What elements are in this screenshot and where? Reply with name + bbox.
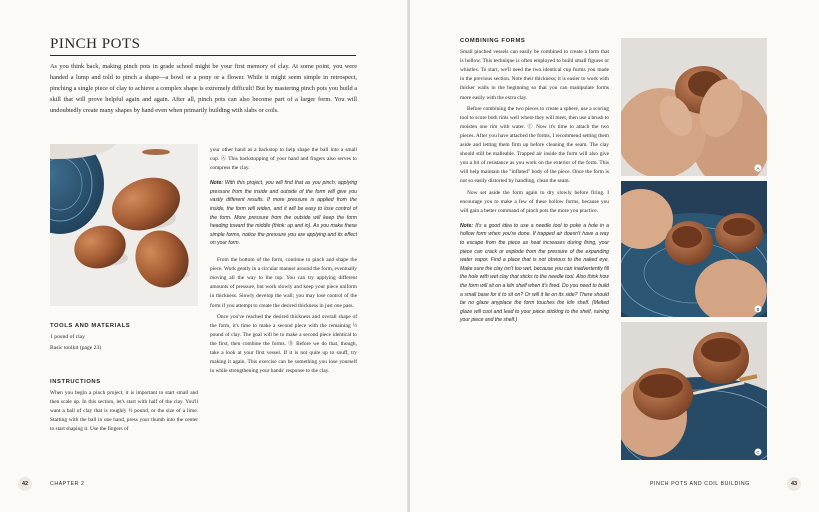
running-head: CHAPTER 2	[50, 481, 85, 487]
tool-item: Basic toolkit (page 23)	[50, 345, 102, 352]
photo-ref-a: Ⓐ	[220, 156, 227, 163]
note-label: Note:	[210, 180, 224, 187]
body-text: your other hand as a backstop to help shape the ball into a small cup.	[210, 147, 357, 163]
scoring-rims-photo	[621, 322, 767, 460]
photo-label-c: C	[756, 450, 760, 455]
body-text: Before we do that, though, take a look at your first vessel. If it is not quite up to snuff, try making it again. This exercise can be something you lose yourself in while strengthening your hands' response to the clay.	[210, 340, 357, 375]
body-text: Now set aside the form again to dry slowly before firing. I encourage you to make a few of these hollow forms, because you will gain a better command of pinch pots the more you practice.	[460, 189, 609, 214]
body-text: From the bottom of the form, continue to pinch and shape the piece. Work gently in a circular manner around the form, eventually moving all the way to the top. You can try applying different amounts of pressure, but work slowly and keep your piece uniform in thickness. Slowly develop the wall; you may lose control of the form if you attempt to create the desired thickness in just one pass.	[210, 257, 357, 309]
right-page	[410, 0, 819, 512]
body-text: Small pinched vessels can easily be combined to create a form that is hollow. This technique is often employed to build small figures or whistles. To start, we'll need the two identical cup forms you made in the previous section. Note their thickness; it is easier to work with thicker walls in the beginning so that you can manipulate forms more easily with the extra clay.	[460, 49, 609, 101]
body-text: Once you've reached the desired thickness and overall shape of the form, it's time to make a second piece with the remaining ½ pound of clay. The goal will be to make a second piece identical to the first, then combine the forms.	[210, 313, 357, 347]
tool-item: 1 pound of clay	[50, 334, 85, 341]
body-text: This backstopping of your hand and fingers also serves to compress the clay.	[210, 156, 357, 172]
instructions-text: When you begin a pinch project, it is important to start small and then scale up. In this section, let's start with half of the clay. You'll want a ball of clay that is roughly ½ pound, or the size of a lime. Starting with the ball in one hand, press your thumb into the center to start shaping it. Use the fingers of	[50, 390, 198, 433]
page-number: 43	[787, 477, 801, 491]
clay-balls-photo	[50, 144, 198, 306]
page-title: PINCH POTS	[50, 36, 141, 52]
left-page	[0, 0, 409, 512]
tools-heading: TOOLS AND MATERIALS	[50, 323, 131, 329]
tools-section	[50, 322, 198, 355]
combining-forms-heading: COMBINING FORMS	[460, 38, 526, 44]
running-head: PINCH POTS AND COIL BUILDING	[650, 481, 750, 487]
pinch-cup-photo	[621, 38, 767, 176]
body-text: Now it's time to attach the two pieces. After you have attached the forms, I recommend setting them aside and letting them firm up before cleaning the seam. The clay should still be malleable. Trapped air inside the form will also give you a bit of resistance as you work on the exterior of the form. This will help maintain the "inflated" body of the piece. Once the form is not so easily distorted by handling, clean the seam.	[460, 123, 609, 185]
title-rule	[50, 55, 356, 56]
left-text-column	[210, 146, 357, 378]
note-text: With this project, you will find that as you pinch, applying pressure from the inside and outside of the form will give you vastly different results. If more pressure is applied from the inside, the form will widen, and it will be easy to lose control of the form. More pressure from the outside will keep the form heading toward the middle (think: up and in). As you make these simple forms, notice the pressure you are applying and its effect on your form.	[210, 180, 357, 247]
two-cups-photo	[621, 181, 767, 317]
photo-label-a: A	[756, 166, 760, 171]
photo-ref-b: Ⓑ	[288, 340, 294, 347]
page-number: 42	[18, 477, 32, 491]
note-text: It's a good idea to use a needle tool to poke a hole in a hollow form when you're done. If trapped air doesn't have a way to escape from the piece as heat increases during firing, your piece can crack or explode from the pressure of the expanding water vapor. Find a place that is not obvious to the naked eye. Make sure the clay isn't too wet, because you can inadvertently fill the hole with wet clay that sticks to the needle tool. Also think how the form will sit on a kiln shelf when it's fired. Do you need to build a small base for it to sit on? Or will it lie on its side? There should be no glaze anyplace the form touches the kiln shelf. (Melted glaze will cool and lead to your piece sticking to the shelf, ruining your piece and the shelf.)	[460, 222, 609, 324]
photo-label-b: B	[756, 307, 760, 312]
photo-ref-c: Ⓒ	[527, 123, 534, 130]
body-text: Before combining the two pieces to create a sphere, use a scoring tool to score both rims well where they will meet, then use a brush to moisten one rim with water.	[460, 105, 609, 130]
instructions-section	[50, 378, 198, 437]
note-label: Note:	[460, 222, 474, 229]
right-text-column	[460, 37, 609, 327]
instructions-heading: INSTRUCTIONS	[50, 379, 101, 385]
intro-paragraph: As you think back, making pinch pots in grade school might be your first memory of clay. At some point, you were handed a lump and told to pinch a shape—a bowl or a pony or a flower. While it might seem simple in retrospect, pinching a single piece of clay to achieve a complex shape is extremely difficult! But by mastering pinch pots you build a skill that will prove helpful again and again. After all, pinch pots can also become part of a larger form. You will undoubtedly create many shapes by hand even when primarily building with slabs or coils.	[50, 63, 357, 114]
